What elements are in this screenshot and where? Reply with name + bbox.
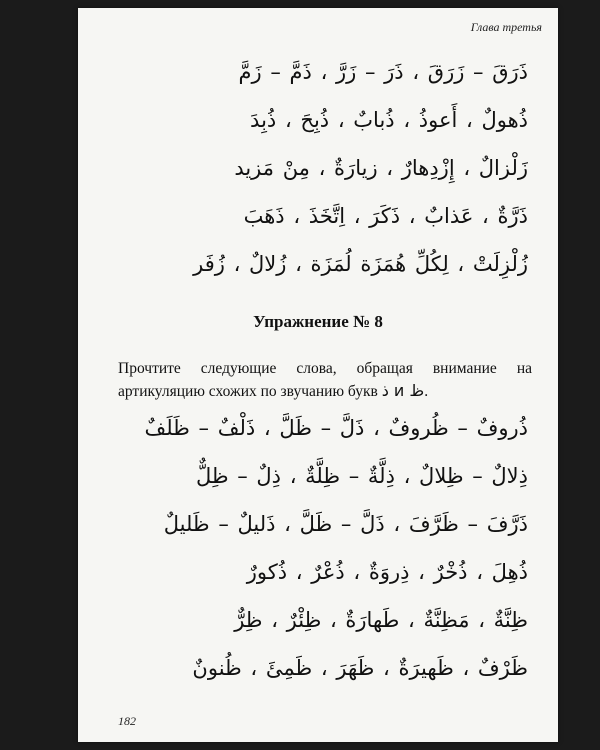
exercise-title: Упражнение № 8 xyxy=(253,312,383,331)
arabic-line-2: ذُهولٌ ، أَعوذُ ، ذُبابٌ ، ذُبِحَ ، ذُبِدَ xyxy=(250,108,528,132)
arabic-line-8: ذَرَّفَ – ظَرَّفَ ، ذَلَّ – ظَلَّ ، ذَليلٌ – ظَليلٌ xyxy=(163,512,528,536)
arabic-line-6: ذُروفٌ – ظُروفٌ ، ذَلَّ – ظَلَّ ، ذَلْفٌ – ظَلَفٌ xyxy=(144,416,528,440)
instruction-letters: ذ и ظ xyxy=(381,381,425,400)
instruction-text: Прочтите следующие слова, обращая внимание на артикуляцию схожих по звучанию букв xyxy=(118,360,532,400)
book-page xyxy=(78,8,558,742)
arabic-line-7: ذِلالٌ – ظِلالٌ ، ذِلَّةٌ – ظِلَّةٌ ، ذِلٌ – ظِلٌّ xyxy=(195,464,528,488)
arabic-line-11: ظَرْفٌ ، ظَهيرَةٌ ، ظَهَرَ ، ظَمِئَ ، ظُنونٌ xyxy=(192,656,528,680)
arabic-line-3: زَلْزالٌ ، إِزْدِهارٌ ، زيارَةٌ ، مِنْ مَزيد xyxy=(234,156,528,180)
arabic-line-9: ذُهِلَ ، ذُخْرٌ ، ذِروَةٌ ، ذُعْرٌ ، ذُكورٌ xyxy=(246,560,528,584)
arabic-line-5: زُلْزِلَتْ ، لِكُلِّ هُمَزَة لُمَزَة ، زُلالٌ ، زُفَر xyxy=(193,252,528,276)
arabic-line-4: ذَرَّةٌ ، عَذابٌ ، ذَكَرَ ، اِتَّخَذَ ، ذَهَبَ xyxy=(243,204,528,228)
exercise-instruction xyxy=(118,358,532,403)
instruction-end: . xyxy=(424,383,429,400)
arabic-line-1: ذَرَقَ – زَرَقَ ، ذَرَ – زَرَّ ، ذَمَّ – زَمَّ xyxy=(238,60,528,84)
arabic-line-10: ظِنَّةٌ ، مَظِنَّةٌ ، طَهارَةٌ ، ظِئْرٌ ، ظِرٌّ xyxy=(234,608,528,632)
running-head: Глава третья xyxy=(470,20,542,34)
page-number: 182 xyxy=(118,714,136,728)
